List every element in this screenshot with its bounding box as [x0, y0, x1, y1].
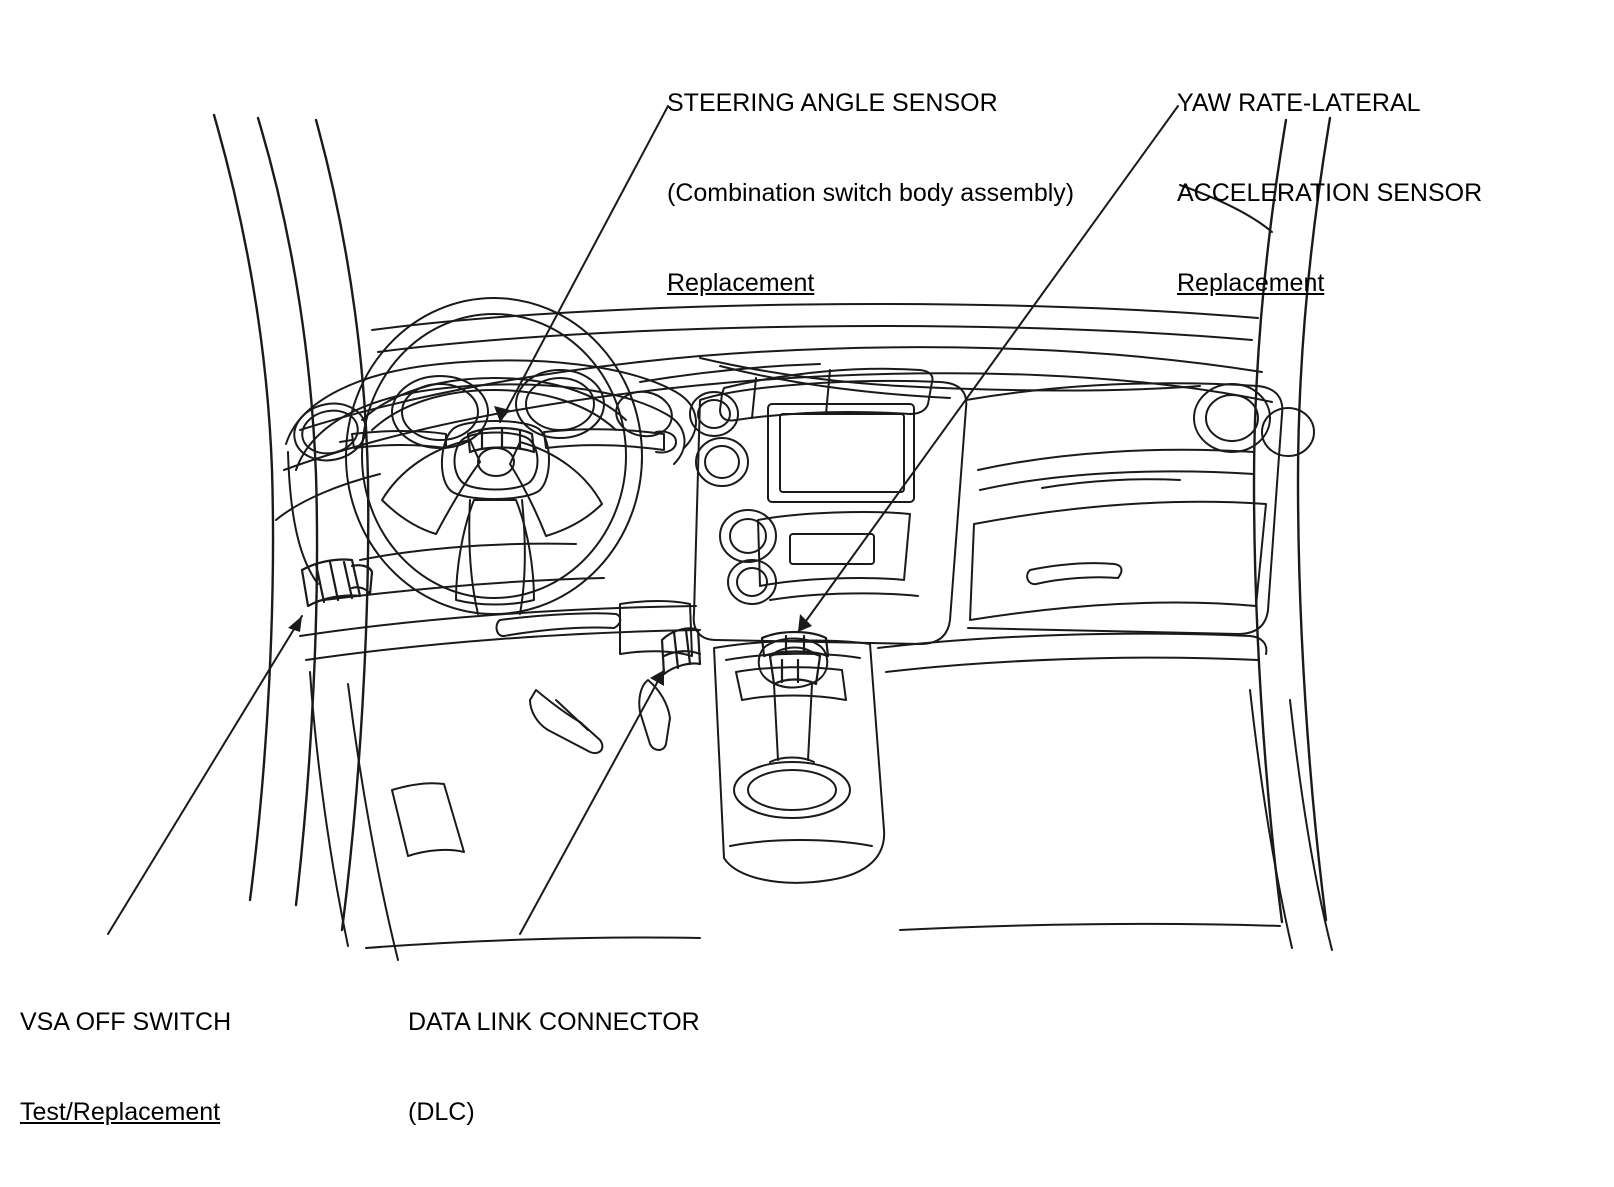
dashboard-body [276, 347, 1272, 520]
steering-wheel [340, 298, 676, 614]
callout-steering-angle-sensor-line1: STEERING ANGLE SENSOR [667, 89, 998, 117]
floor-and-pedals [310, 672, 1332, 960]
callout-yaw-rate-sensor [1177, 28, 1482, 358]
left-a-pillar [214, 115, 368, 930]
callout-data-link-connector [408, 947, 700, 1187]
callout-yaw-rate-sensor-line1: YAW RATE-LATERAL [1177, 89, 1421, 117]
callout-vsa-off-switch-action[interactable]: Test/Replacement [20, 1098, 221, 1126]
callout-data-link-connector-line1: DATA LINK CONNECTOR [408, 1008, 700, 1036]
callout-data-link-connector-line2: (DLC) [408, 1098, 475, 1126]
leader-vsa-off-switch [108, 616, 302, 934]
callout-steering-angle-sensor [667, 28, 1074, 358]
leader-dlc [520, 670, 664, 934]
steering-angle-sensor-part [468, 428, 534, 452]
callout-steering-angle-sensor-action[interactable]: Replacement [667, 269, 815, 297]
center-stack [690, 381, 1314, 644]
callout-yaw-rate-sensor-line2: ACCELERATION SENSOR [1177, 179, 1483, 207]
callout-vsa-off-switch [20, 947, 231, 1187]
vsa-off-switch-part [302, 559, 372, 606]
callout-vsa-off-switch-line1: VSA OFF SWITCH [20, 1008, 232, 1036]
callout-yaw-rate-sensor-action[interactable]: Replacement [1177, 269, 1325, 297]
lower-dash [300, 578, 700, 660]
passenger-dash [878, 383, 1282, 672]
callout-steering-angle-sensor-line2: (Combination switch body assembly) [667, 179, 1075, 207]
